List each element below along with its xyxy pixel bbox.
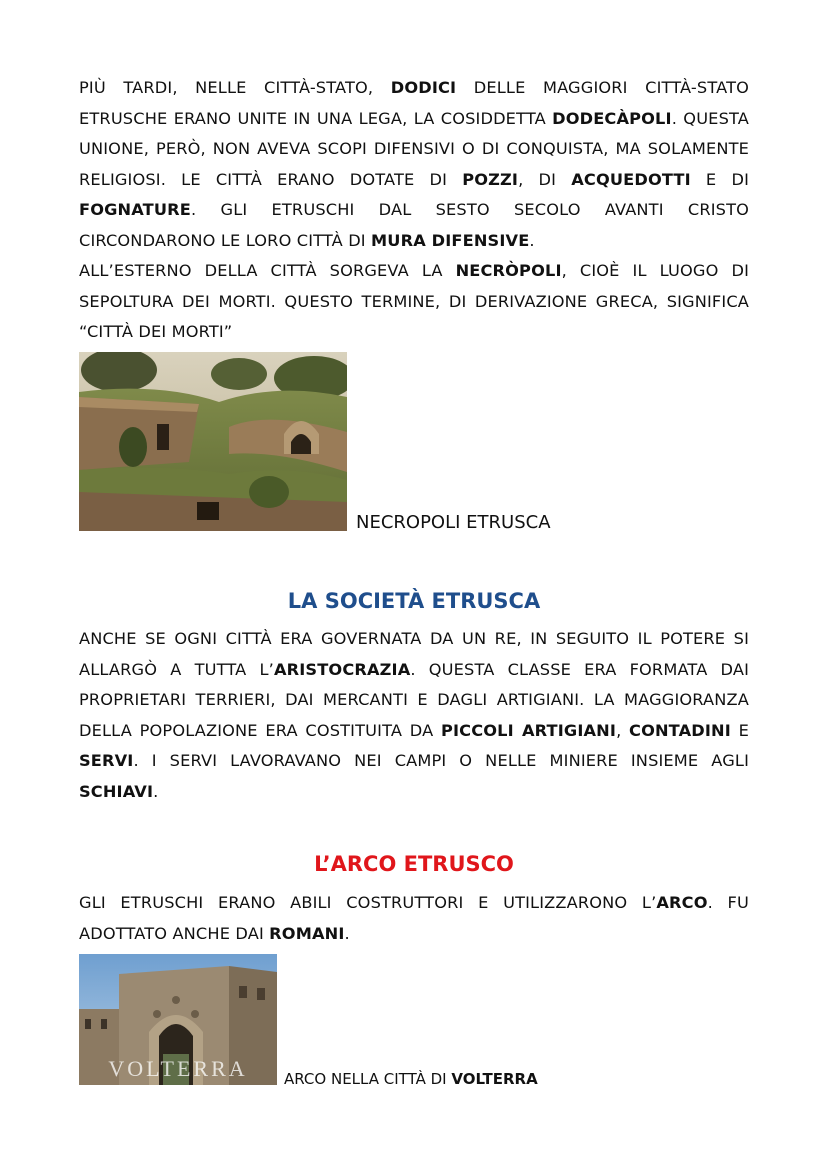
necropolis-caption: NECROPOLI ETRUSCA [356,512,551,533]
necropolis-paragraph: ALL’ESTERNO DELLA CITTÀ SORGEVA LA NECRÒPOLI, CIOÈ IL LUOGO DI SEPOLTURA DEI MORTI. QUESTO TERMINE, DI DERIVAZIONE GRECA, SIGNIFICA “CITTÀ DEI MORTI” [79,261,749,341]
arch-paragraph: GLI ETRUSCHI ERANO ABILI COSTRUTTORI E UTILIZZARONO L’ARCO. FU ADOTTATO ANCHE DAI ROMANI. [79,893,749,943]
arch-heading: L’ARCO ETRUSCO [314,852,514,876]
society-heading: LA SOCIETÀ ETRUSCA [287,589,541,613]
volterra-caption: ARCO NELLA CITTÀ DI VOLTERRA [284,1070,538,1088]
society-paragraph: ANCHE SE OGNI CITTÀ ERA GOVERNATA DA UN RE, IN SEGUITO IL POTERE SI ALLARGÒ A TUTTA L’ARISTOCRAZIA. QUESTA CLASSE ERA FORMATA DAI PROPRIETARI TERRIERI, DAI MERCANTI E DAGLI ARTIGIANI. LA MAGGIORANZA DELLA POPOLAZIONE ERA COSTITUITA DA PICCOLI ARTIGIANI, CONTADINI E SERVI. I SERVI LAVORAVANO NEI CAMPI O NELLE MINIERE INSIEME AGLI SCHIAVI. [79,629,749,801]
necropolis-photo [79,352,347,531]
volterra-arch-photo [79,954,277,1085]
intro-paragraph: PIÙ TARDI, NELLE CITTÀ-STATO, DODICI DELLE MAGGIORI CITTÀ-STATO ETRUSCHE ERANO UNITE IN UNA LEGA, LA COSIDDETTA DODECÀPOLI. QUESTA UNIONE, PERÒ, NON AVEVA SCOPI DIFENSIVI O DI CONQUISTA, MA SOLAMENTE RELIGIOSI. LE CITTÀ ERANO DOTATE DI POZZI, DI ACQUEDOTTI E DI FOGNATURE. GLI ETRUSCHI DAL SESTO SECOLO AVANTI CRISTO CIRCONDARONO LE LORO CITTÀ DI MURA DIFENSIVE. [79,78,749,250]
volterra-watermark: VOLTERRA [108,1056,248,1081]
